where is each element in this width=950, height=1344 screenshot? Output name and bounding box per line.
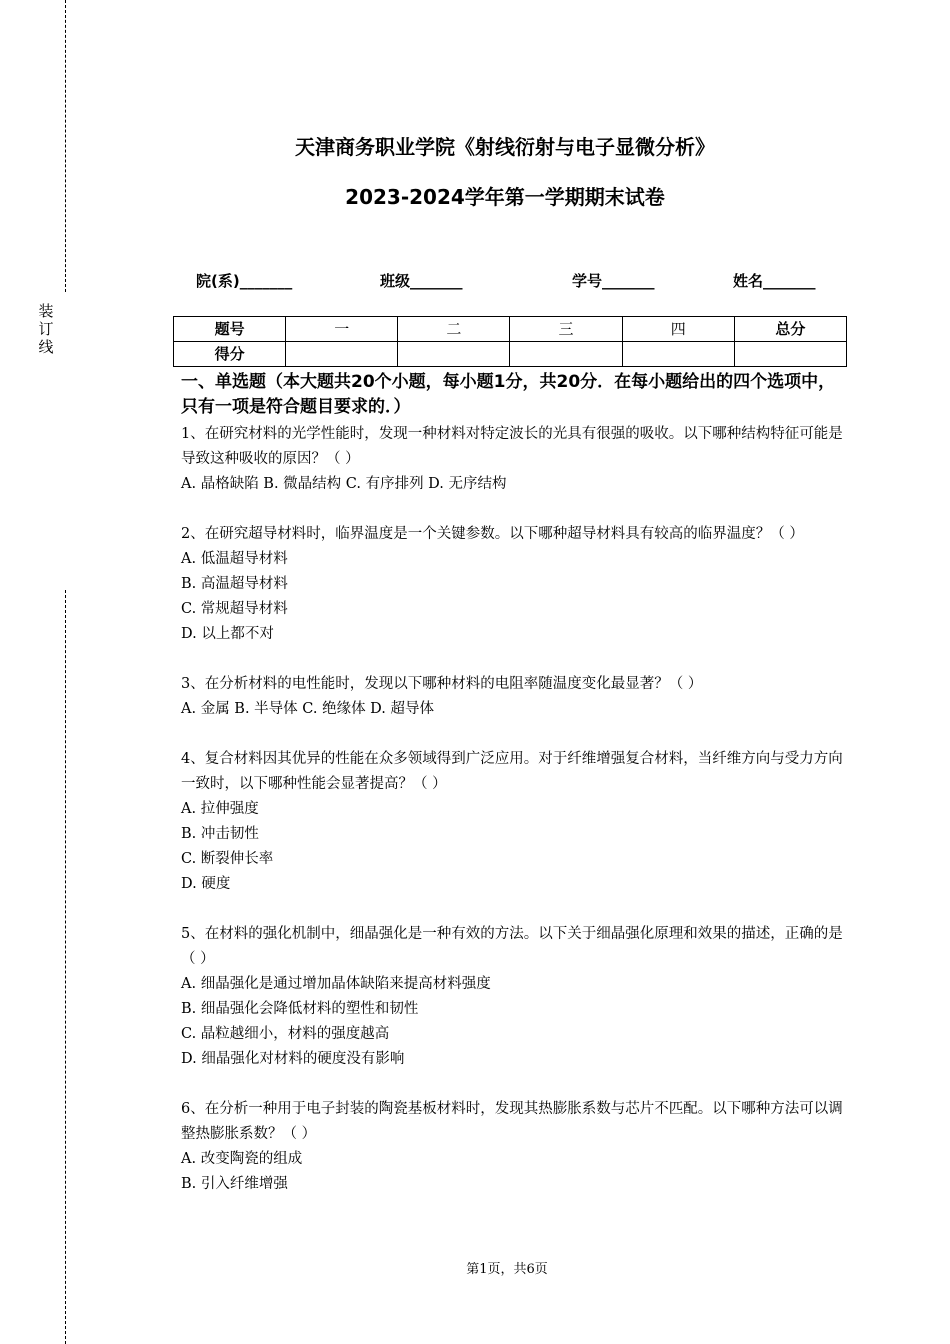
score-table-score-row — [174, 342, 847, 367]
score-table-header-cell: 一 — [286, 317, 398, 342]
question-5 — [181, 922, 849, 1072]
score-table-header-row — [174, 317, 847, 342]
question-option: B. 细晶强化会降低材料的塑性和韧性 — [181, 1001, 419, 1017]
class-field: 班级_______ — [380, 272, 463, 290]
question-6 — [181, 1097, 849, 1197]
page-footer: 第1页，共6页 — [466, 1262, 548, 1277]
score-cell — [734, 342, 846, 367]
question-2 — [181, 522, 849, 647]
question-option: C. 常规超导材料 — [181, 601, 288, 617]
exam-content — [181, 370, 849, 1222]
question-option: A. 低温超导材料 — [181, 551, 288, 567]
score-cell — [510, 342, 622, 367]
question-option: C. 断裂伸长率 — [181, 851, 274, 867]
question-option: B. 冲击韧性 — [181, 826, 259, 842]
question-option: A. 金属 B. 半导体 C. 绝缘体 D. 超导体 — [181, 701, 435, 717]
question-stem: 6、在分析一种用于电子封装的陶瓷基板材料时，发现其热膨胀系数与芯片不匹配。以下哪种方法可以调整热膨胀系数？（ ） — [181, 1101, 843, 1142]
binding-line-label — [36, 302, 56, 356]
question-stem: 2、在研究超导材料时，临界温度是一个关键参数。以下哪种超导材料具有较高的临界温度？（ ） — [181, 526, 804, 542]
section-title: 一、单选题（本大题共20个小题，每小题1分，共20分．在每小题给出的四个选项中，只有一项是符合题目要求的．） — [181, 372, 836, 417]
question-option: D. 细晶强化对材料的硬度没有影响 — [181, 1051, 405, 1067]
exam-title-line1: 天津商务职业学院《射线衍射与电子显微分析》 — [295, 135, 715, 159]
question-option: D. 以上都不对 — [181, 626, 274, 642]
score-table-header-cell: 四 — [622, 317, 734, 342]
binding-label-text: 装 订 线 — [38, 302, 54, 356]
name-field: 姓名_______ — [733, 272, 816, 290]
department-field: 院(系)_______ — [196, 272, 293, 290]
score-row-label: 得分 — [174, 342, 286, 367]
question-option: A. 改变陶瓷的组成 — [181, 1151, 303, 1167]
question-option: C. 晶粒越细小，材料的强度越高 — [181, 1026, 390, 1042]
question-option: A. 拉伸强度 — [181, 801, 259, 817]
question-option: A. 晶格缺陷 B. 微晶结构 C. 有序排列 D. 无序结构 — [181, 476, 507, 492]
score-cell — [622, 342, 734, 367]
question-4 — [181, 747, 849, 897]
score-cell — [286, 342, 398, 367]
score-table-header-cell: 二 — [398, 317, 510, 342]
score-table — [173, 316, 847, 367]
question-1 — [181, 422, 849, 497]
score-table-header-cell: 三 — [510, 317, 622, 342]
question-option: D. 硬度 — [181, 876, 231, 892]
student-id-field: 学号_______ — [572, 272, 655, 290]
score-table-header-cell: 题号 — [174, 317, 286, 342]
binding-dashed-line-bottom — [65, 590, 66, 1344]
question-stem: 5、在材料的强化机制中，细晶强化是一种有效的方法。以下关于细晶强化原理和效果的描述，正确的是（ ） — [181, 926, 843, 967]
exam-title-line2: 2023-2024学年第一学期期末试卷 — [345, 185, 665, 209]
question-stem: 3、在分析材料的电性能时，发现以下哪种材料的电阻率随温度变化最显著？（ ） — [181, 676, 703, 692]
question-stem: 4、复合材料因其优异的性能在众多领域得到广泛应用。对于纤维增强复合材料，当纤维方向与受力方向一致时，以下哪种性能会显著提高？（ ） — [181, 751, 843, 792]
question-stem: 1、在研究材料的光学性能时，发现一种材料对特定波长的光具有很强的吸收。以下哪种结构特征可能是导致这种吸收的原因？（ ） — [181, 426, 843, 467]
question-option: B. 高温超导材料 — [181, 576, 288, 592]
score-table-header-cell: 总分 — [734, 317, 846, 342]
score-cell — [398, 342, 510, 367]
question-option: B. 引入纤维增强 — [181, 1176, 288, 1192]
question-3 — [181, 672, 849, 722]
question-list — [181, 422, 849, 1197]
question-option: A. 细晶强化是通过增加晶体缺陷来提高材料强度 — [181, 976, 491, 992]
